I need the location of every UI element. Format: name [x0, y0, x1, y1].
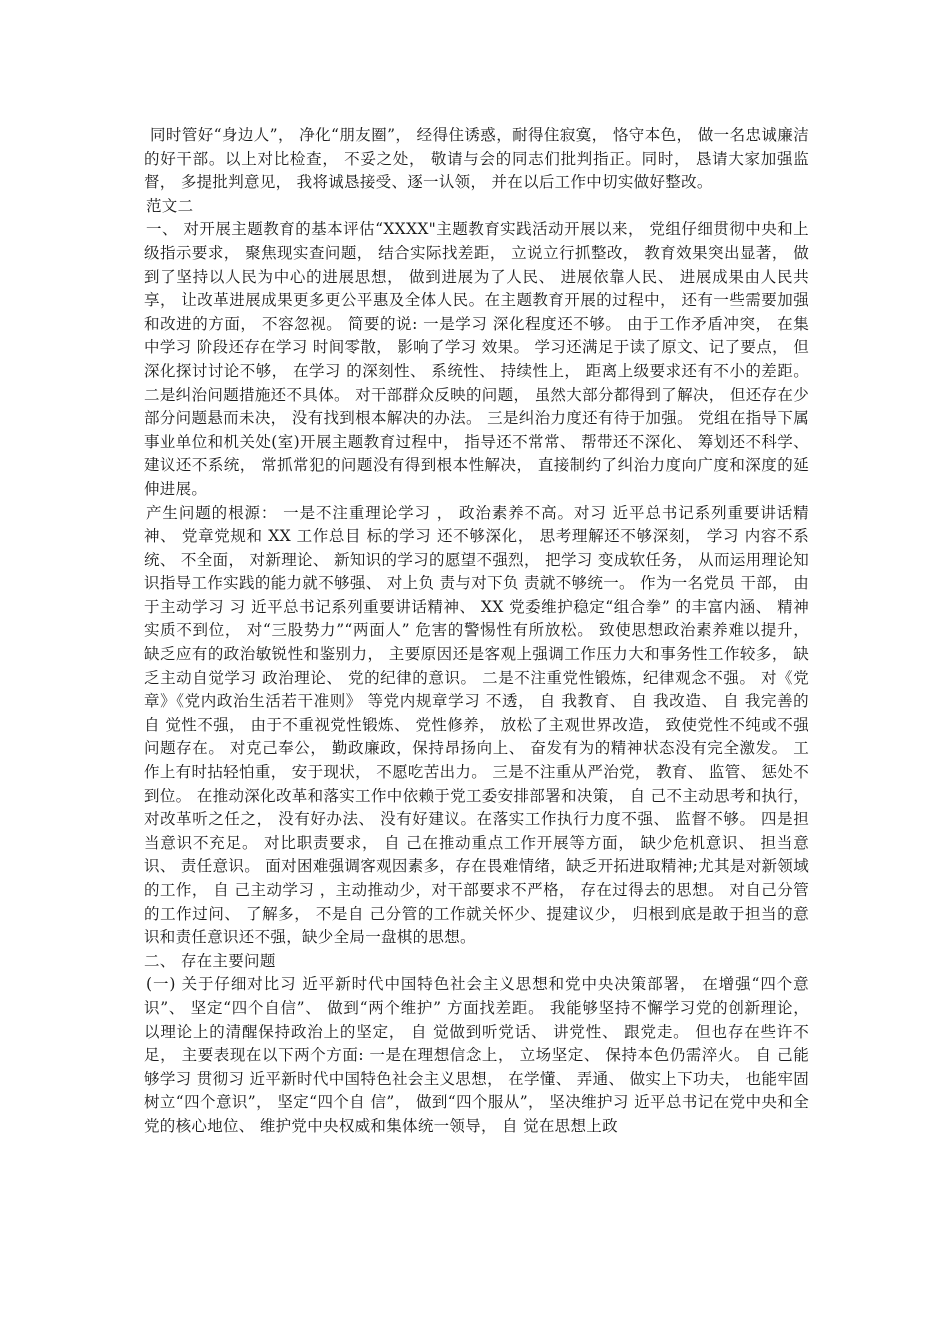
- document-page: [144, 124, 809, 1139]
- paragraph-closing-remarks: 同时管好“身边人”， 净化“朋友圈”， 经得住诱惑，耐得住寂寞， 恪守本色， 做一名忠诚廉洁的好干部。以上对比检查， 不妥之处， 敬请与会的同志们批判指正。同时， 恳请大家加强监督， 多提批判意见， 我将诚恳接受、逐一认领， 并在以后工作中切实做好整改。: [144, 126, 809, 192]
- heading-main-problems: 二、 存在主要问题: [144, 951, 276, 970]
- section-title-fanwen-er: 范文二: [146, 196, 194, 215]
- paragraph-four-consciousness: (一) 关于仔细对比习 近平新时代中国特色社会主义思想和党中央决策部署， 在增强“四个意识”、 坚定“四个自信”、 做到“两个维护” 方面找差距。 我能够坚持不懈学习党的创新理论， 以理论上的清醒保持政治上的坚定， 自 觉做到听党话、 讲党性、 跟党走。 但也存在些许不足， 主要表现在以下两个方面: 一是在理想信念上， 立场坚定、 保持本色仍需淬火。 自 己能够学习 贯彻习 近平新时代中国特色社会主义思想， 在学懂、 弄通、 做实上下功夫， 也能牢固树立“四个意识”， 坚定“四个自 信”， 做到“四个服从”， 坚决维护习 近平总书记在党中央和全党的核心地位、 维护党中央权威和集体统一领导， 自 觉在思想上政: [144, 975, 809, 1135]
- paragraph-problem-roots: 产生问题的根源： 一是不注重理论学习 ， 政治素养不高。对习 近平总书记系列重要讲话精神、 党章党规和 XX 工作总目 标的学习 还不够深化， 思考理解还不够深刻， 学习 内容不系统、 不全面， 对新理论、 新知识的学习的愿望不强烈， 把学习 变成软任务， 从而运用理论知识指导工作实践的能力就不够强、 对上负 责与对下负 责就不够统一。 作为一名党员 干部， 由于主动学习 习 近平总书记系列重要讲话精神、 XX 党委维护稳定“组合拳” 的丰富内涵、 精神实质不到位， 对“三股势力”“两面人” 危害的警惕性有所放松。 致使思想政治素养难以提升， 缺乏应有的政治敏锐性和鉴别力， 主要原因还是客观上强调工作压力大和事务性工作较多， 缺乏主动自觉学习 政治理论、 党的纪律的意识。 二是不注重党性锻炼，纪律观念不强。 对《党章》《党内政治生活若干准则》 等党内规章学习 不透， 自 我教育、 自 我改造、 自 我完善的自 觉性不强， 由于不重视党性锻炼、 党性修养， 放松了主观世界改造， 致使党性不纯或不强问题存在。 对克己奉公， 勤政廉政，保持昂扬向上、 奋发有为的精神状态没有完全激发。 工作上有时拈轻怕重， 安于现状， 不愿吃苦出力。 三是不注重从严治党， 教育、 监管、 惩处不到位。 在推动深化改革和落实工作中依赖于党工委安排部署和决策， 自 己不主动思考和执行，对改革听之任之， 没有好办法、 没有好建议。在落实工作执行力度不强、 监督不够。 四是担当意识不充足。 对比职责要求， 自 己在推动重点工作开展等方面， 缺少危机意识、 担当意识、 责任意识。 面对困难强调客观因素多，存在畏难情绪，缺乏开拓进取精神;尤其是对新领域的工作， 自 己主动学习 ，主动推动少，对干部要求不严格， 存在过得去的思想。 对自己分管的工作过问、 了解多， 不是自 己分管的工作就关怀少、提建议少， 归根到底是敢于担当的意识和责任意识还不强，缺少全局一盘棋的思想。: [144, 503, 809, 947]
- paragraph-basic-assessment: 一、 对开展主题教育的基本评估“XXXX"主题教育实践活动开展以来， 党组仔细贯彻中央和上级指示要求， 聚焦现实查问题， 结合实际找差距， 立说立行抓整改， 教育效果突出显著， 做到了坚持以人民为中心的进展思想， 做到进展为了人民、 进展依靠人民、 进展成果由人民共享， 让改革进展成果更多更公平惠及全体人民。在主题教育开展的过程中， 还有一些需要加强和改进的方面， 不容忽视。 简要的说: 一是学习 深化程度还不够。 由于工作矛盾冲突， 在集中学习 阶段还存在学习 时间零散， 影响了学习 效果。 学习还满足于读了原文、记了要点， 但深化探讨讨论不够， 在学习 的深刻性、 系统性、 持续性上， 距离上级要求还有不小的差距。 二是纠治问题措施还不具体。 对干部群众反映的问题， 虽然大部分都得到了解决， 但还存在少部分问题悬而未决， 没有找到根本解决的办法。 三是纠治力度还有待于加强。 党组在指导下属事业单位和机关处(室)开展主题教育过程中， 指导还不常常、 帮带还不深化、 筹划还不科学、 建议还不系统， 常抓常犯的问题没有得到根本性解决， 直接制约了纠治力度向广度和深度的延伸进展。: [144, 220, 809, 498]
